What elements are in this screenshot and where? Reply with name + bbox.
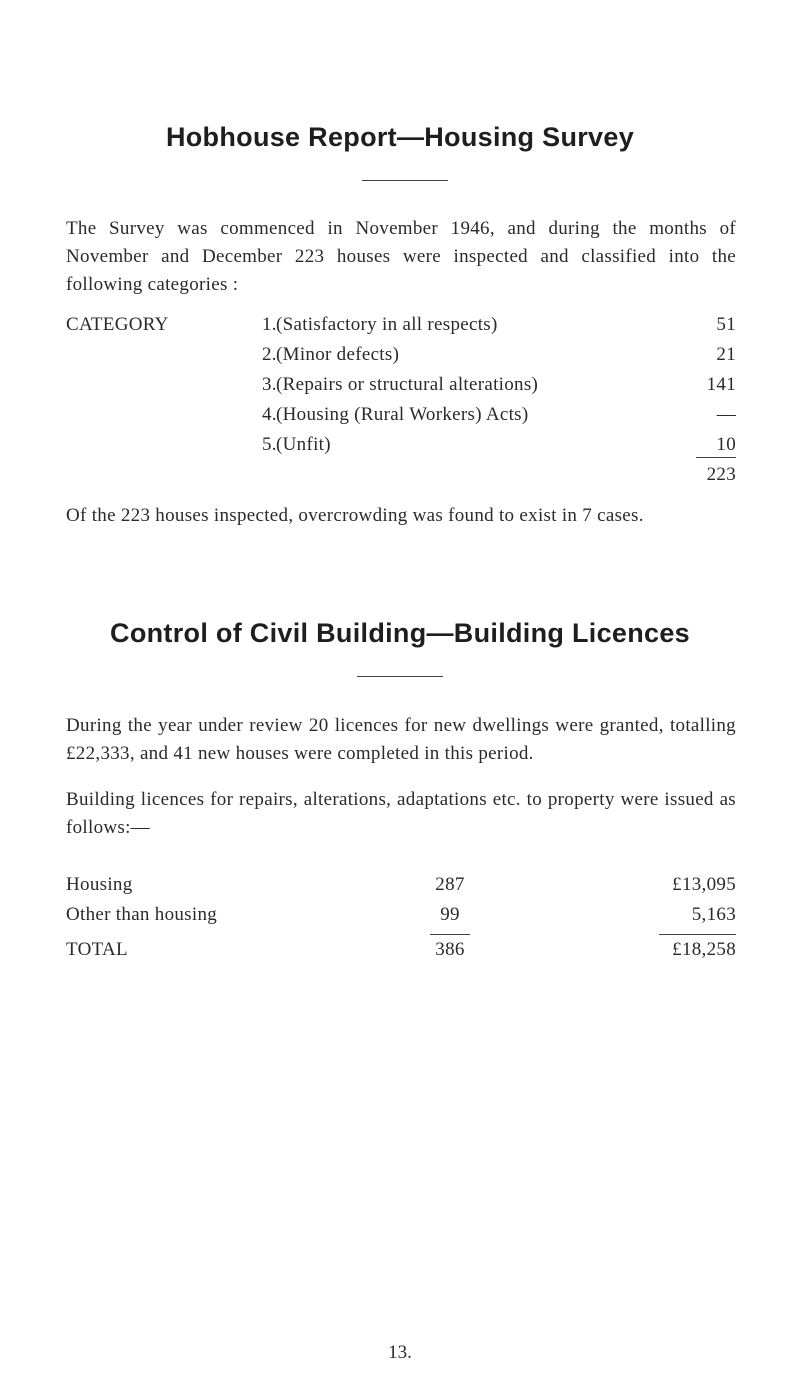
category-label: CATEGORY bbox=[66, 314, 169, 335]
category-description: (Satisfactory in all respects) bbox=[276, 314, 498, 335]
housing-survey-title: Hobhouse Report—Housing Survey bbox=[165, 122, 635, 152]
category-row-2 bbox=[0, 341, 800, 369]
category-number: 5. bbox=[262, 434, 277, 455]
category-number: 4. bbox=[262, 404, 277, 425]
category-row-1 bbox=[0, 311, 800, 339]
licences-paragraph-1: During the year under review 20 licences for new dwellings were granted, totalling £22,333, and 41 new houses were completed in this period. bbox=[66, 715, 736, 764]
total-value: £18,258 bbox=[672, 939, 736, 960]
category-count: 21 bbox=[716, 344, 736, 365]
row-value: £13,095 bbox=[672, 874, 736, 895]
category-row-4 bbox=[0, 401, 800, 429]
title-divider bbox=[362, 180, 448, 181]
survey-intro-paragraph: The Survey was commenced in November 1946, and during the months of November and December 223 houses were inspected and classified into the following categories : bbox=[66, 218, 736, 295]
row-count: 99 bbox=[440, 904, 460, 925]
page-number: 13. bbox=[388, 1342, 412, 1363]
category-count: 10 bbox=[716, 434, 736, 455]
count-total-rule bbox=[430, 934, 470, 935]
total-label: TOTAL bbox=[66, 939, 128, 960]
category-total-row bbox=[0, 461, 800, 489]
row-value: 5,163 bbox=[691, 904, 736, 925]
category-total-rule bbox=[696, 457, 736, 458]
row-count: 287 bbox=[435, 874, 465, 895]
building-licences-title: Control of Civil Building—Building Licences bbox=[110, 618, 690, 648]
category-row-3 bbox=[0, 371, 800, 399]
table-row-housing bbox=[0, 871, 800, 899]
category-count: 51 bbox=[716, 314, 736, 335]
row-label: Housing bbox=[66, 874, 133, 895]
category-number: 1. bbox=[262, 314, 277, 335]
category-count: 141 bbox=[706, 374, 736, 395]
category-number: 3. bbox=[262, 374, 277, 395]
category-description: (Repairs or structural alterations) bbox=[276, 374, 539, 395]
category-number: 2. bbox=[262, 344, 277, 365]
table-row-total bbox=[0, 936, 800, 964]
category-total: 223 bbox=[706, 464, 736, 485]
title-divider bbox=[357, 676, 443, 677]
total-count: 386 bbox=[435, 939, 465, 960]
category-description: (Minor defects) bbox=[276, 344, 400, 365]
overcrowding-paragraph: Of the 223 houses inspected, overcrowding was found to exist in 7 cases. bbox=[66, 505, 644, 526]
category-description: (Unfit) bbox=[276, 434, 331, 455]
row-label: Other than housing bbox=[66, 904, 218, 925]
category-row-5 bbox=[0, 431, 800, 459]
category-description: (Housing (Rural Workers) Acts) bbox=[276, 404, 529, 425]
table-row-other bbox=[0, 901, 800, 929]
value-total-rule bbox=[659, 934, 736, 935]
category-count: — bbox=[716, 404, 736, 425]
licences-paragraph-2: Building licences for repairs, alterations, adaptations etc. to property were issued as follows:— bbox=[66, 789, 736, 838]
